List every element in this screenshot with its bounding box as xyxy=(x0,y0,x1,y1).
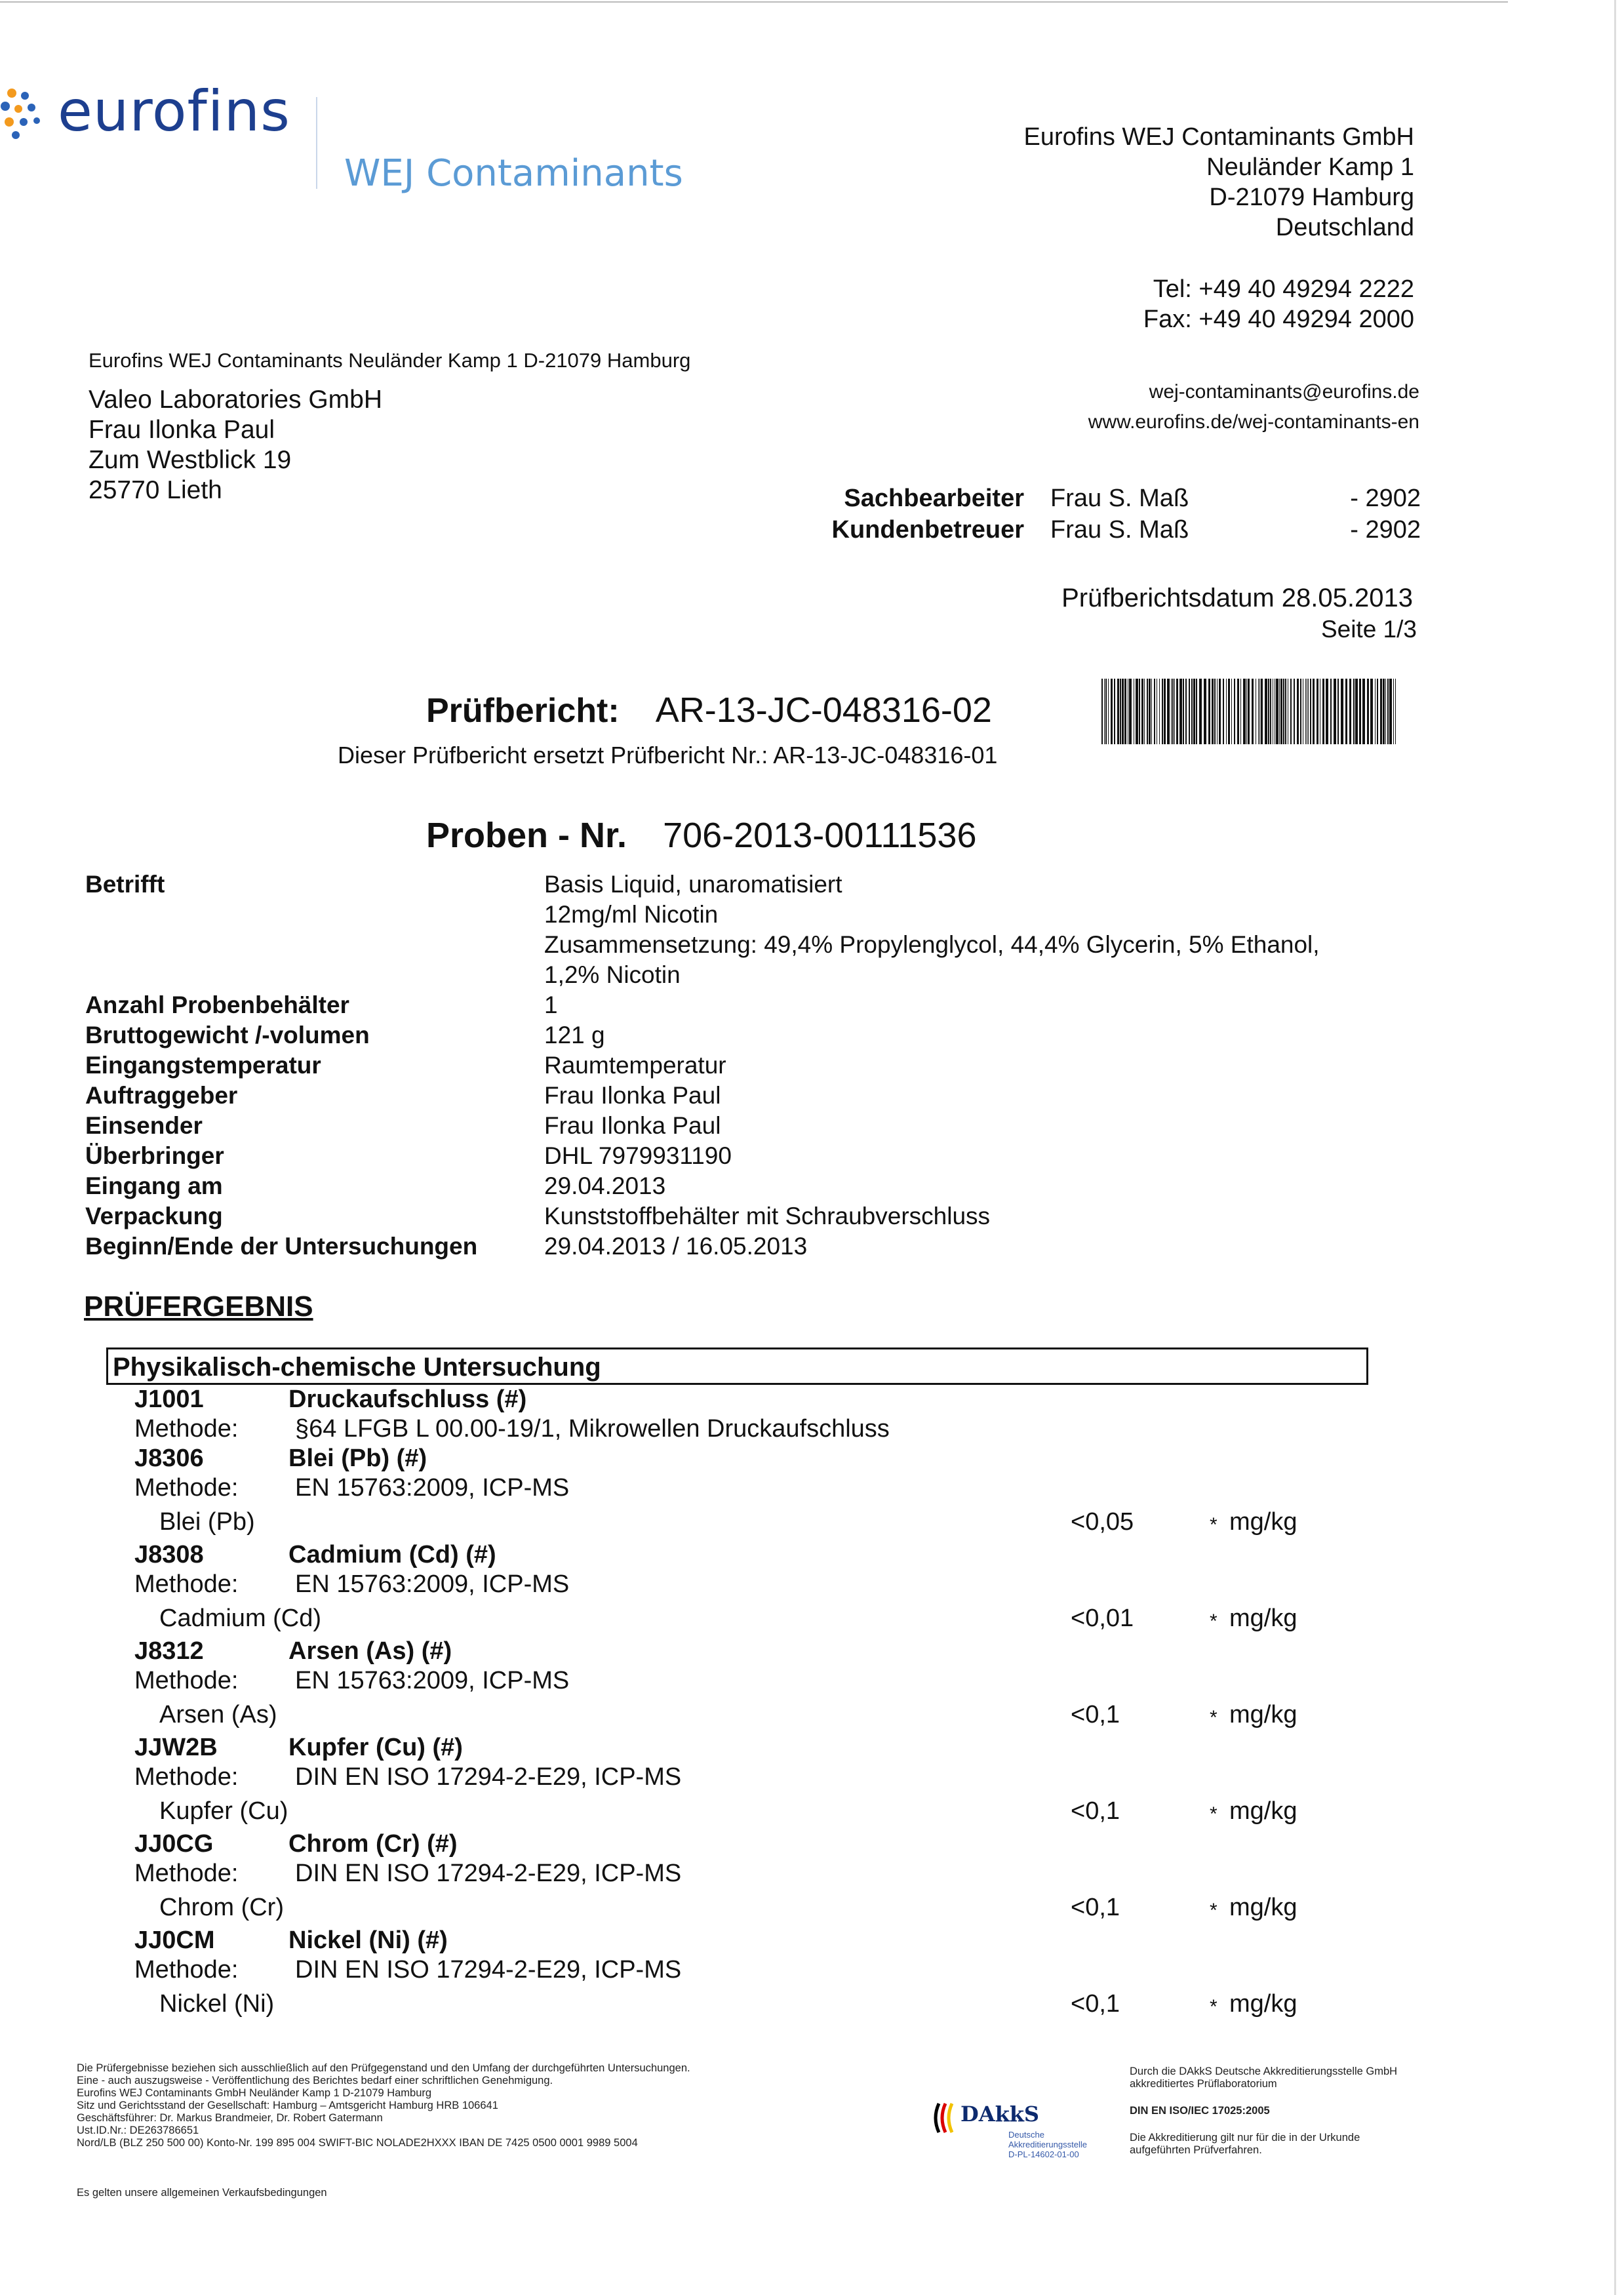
barcode-bar xyxy=(1387,679,1389,744)
test-name: Cadmium (Cd) (#) xyxy=(288,1541,496,1568)
report-replaces-note: Dieser Prüfbericht ersetzt Prüfbericht Nr.: AR-13-JC-048316-01 xyxy=(338,742,998,768)
barcode-bar xyxy=(1283,679,1284,744)
scan-edge-line-right xyxy=(1614,0,1616,2295)
recipient-address xyxy=(89,385,382,506)
logo-divider xyxy=(316,97,317,189)
method-label: Methode: xyxy=(134,1763,239,1791)
barcode-bar xyxy=(1111,679,1113,744)
test-method: EN 15763:2009, ICP-MS xyxy=(295,1474,570,1502)
barcode-bar xyxy=(1154,679,1155,744)
test-method-row xyxy=(134,1473,1380,1503)
test-method-row xyxy=(134,1666,1380,1696)
barcode-bar xyxy=(1237,679,1239,744)
test-result-row xyxy=(134,1696,1380,1733)
test-result-row xyxy=(134,1503,1380,1540)
footer-line: Nord/LB (BLZ 250 500 00) Konto-Nr. 199 895 004 SWIFT-BIC NOLADE2HXXX IBAN DE 7425 0500 0001 9989 5004 xyxy=(77,2137,638,2149)
company-online xyxy=(1088,377,1419,437)
test-name: Blei (Pb) (#) xyxy=(288,1445,427,1472)
barcode-bar xyxy=(1290,679,1292,744)
barcode-bar xyxy=(1183,679,1184,744)
result-footnote-star: * xyxy=(1210,1707,1218,1728)
footer-line: Eurofins WEJ Contaminants GmbH Neuländer Kamp 1 D-21079 Hamburg xyxy=(77,2087,432,2099)
barcode-bar xyxy=(1268,679,1269,744)
barcode-bar xyxy=(1167,679,1170,744)
barcode-bar xyxy=(1341,679,1343,744)
results-section-title: PRÜFERGEBNIS xyxy=(84,1290,313,1323)
test-name: Kupfer (Cu) (#) xyxy=(288,1734,463,1761)
email-link[interactable]: wej-contaminants@eurofins.de xyxy=(1149,381,1419,403)
footer-line: Eine - auch auszugsweise - Veröffentlichung des Berichtes bedarf einer schriftlichen Genehmigung. xyxy=(77,2075,553,2086)
barcode-bar xyxy=(1362,679,1365,744)
logo-subtitle: WEJ Contaminants xyxy=(344,152,683,195)
method-label: Methode: xyxy=(134,1860,239,1887)
test-result-row xyxy=(134,1985,1380,2022)
test-name: Chrom (Cr) (#) xyxy=(288,1830,458,1858)
info-row xyxy=(85,1231,1528,1262)
test-code: JJW2B xyxy=(134,1734,218,1761)
barcode-bar xyxy=(1313,679,1315,744)
result-value: <0,1 xyxy=(1071,1701,1120,1728)
report-date: Prüfberichtsdatum 28.05.2013 xyxy=(1061,584,1413,612)
betrifft-line: 12mg/ml Nicotin xyxy=(544,901,719,928)
barcode-bar xyxy=(1367,679,1369,744)
eurofins-logo-text: eurofins xyxy=(58,79,290,144)
info-label: Eingang am xyxy=(85,1172,223,1199)
dakks-sub-line: Deutsche xyxy=(1008,2130,1044,2140)
results-box-title: Physikalisch-chemische Untersuchung xyxy=(113,1353,601,1382)
barcode-bar xyxy=(1147,679,1148,744)
betrifft-line: Zusammensetzung: 49,4% Propylenglycol, 44,4% Glycerin, 5% Ethanol, xyxy=(544,931,1320,958)
result-footnote-star: * xyxy=(1210,1514,1218,1536)
barcode-bar xyxy=(1380,679,1382,744)
barcode-bar xyxy=(1136,679,1138,744)
barcode-image xyxy=(1101,679,1398,744)
accreditation-standard: DIN EN ISO/IEC 17025:2005 xyxy=(1130,2105,1270,2117)
report-date-block xyxy=(1061,581,1417,644)
recipient-city: 25770 Lieth xyxy=(89,476,222,504)
barcode-bar xyxy=(1191,679,1193,744)
barcode-bar xyxy=(1176,679,1178,744)
sachbearbeiter-ext: - 2902 xyxy=(1350,484,1421,512)
barcode-bar xyxy=(1139,679,1140,744)
test-result-row xyxy=(134,1599,1380,1637)
footer-line: Sitz und Gerichtsstand der Gesellschaft: Hamburg – Amtsgericht Hamburg HRB 106641 xyxy=(77,2100,498,2111)
sample-info xyxy=(85,869,1528,1262)
betrifft-label: Betrifft xyxy=(85,871,165,898)
result-footnote-star: * xyxy=(1210,1610,1218,1632)
barcode-bar xyxy=(1196,679,1197,744)
info-value: 1 xyxy=(544,991,558,1018)
analyte: Chrom (Cr) xyxy=(159,1894,284,1921)
kundenbetreuer-label: Kundenbetreuer xyxy=(831,515,1024,544)
barcode-bar xyxy=(1129,679,1132,744)
barcode-bar xyxy=(1370,679,1373,744)
barcode-bar xyxy=(1310,679,1311,744)
barcode-bar xyxy=(1114,679,1115,744)
web-link[interactable]: www.eurofins.de/wej-contaminants-en xyxy=(1088,411,1419,433)
accreditation-scope-line: aufgeführten Prüfverfahren. xyxy=(1130,2144,1262,2156)
accreditation-intro-line: akkreditiertes Prüflaboratorium xyxy=(1130,2078,1277,2090)
barcode-bar xyxy=(1359,679,1361,744)
info-row xyxy=(85,1201,1528,1231)
test-method: §64 LFGB L 00.00-19/1, Mikrowellen Druckaufschluss xyxy=(295,1415,890,1443)
test-header xyxy=(134,1637,1380,1666)
barcode-bar xyxy=(1122,679,1124,744)
test-method: DIN EN ISO 17294-2-E29, ICP-MS xyxy=(295,1763,682,1791)
test-code: J8312 xyxy=(134,1637,204,1665)
info-label: Überbringer xyxy=(85,1142,224,1169)
barcode-bar xyxy=(1258,679,1259,744)
barcode-bar xyxy=(1226,679,1227,744)
result-value: <0,05 xyxy=(1071,1508,1134,1536)
info-row xyxy=(85,1020,1528,1050)
barcode-bar xyxy=(1243,679,1246,744)
barcode-bar xyxy=(1151,679,1152,744)
report-title xyxy=(426,690,992,730)
barcode-bar xyxy=(1231,679,1232,744)
barcode-bar xyxy=(1105,679,1107,744)
barcode-bar xyxy=(1317,679,1318,744)
method-label: Methode: xyxy=(134,1570,239,1598)
barcode-bar xyxy=(1308,679,1309,744)
barcode-bar xyxy=(1141,679,1143,744)
betrifft-line: Basis Liquid, unaromatisiert xyxy=(544,871,842,898)
test-code: JJ0CM xyxy=(134,1926,215,1954)
info-row xyxy=(85,1111,1528,1141)
contact-persons xyxy=(785,483,1421,546)
barcode-bar xyxy=(1377,679,1378,744)
barcode-bar xyxy=(1117,679,1119,744)
tel: Tel: +49 40 49294 2222 xyxy=(1153,275,1414,303)
dakks-logo-subtext xyxy=(1008,2130,1120,2159)
result-value: <0,01 xyxy=(1071,1605,1134,1632)
barcode-bar xyxy=(1214,679,1216,744)
test-result-row xyxy=(134,1888,1380,1926)
result-footnote-star: * xyxy=(1210,1996,1218,2018)
barcode-bar xyxy=(1285,679,1286,744)
barcode-bar xyxy=(1164,679,1166,744)
barcode-bar xyxy=(1204,679,1206,744)
barcode-bar xyxy=(1259,679,1260,744)
barcode-bar xyxy=(1265,679,1267,744)
barcode-bar xyxy=(1120,679,1121,744)
test-method-row xyxy=(134,1859,1380,1888)
barcode-bar xyxy=(1305,679,1306,744)
page-number: Seite 1/3 xyxy=(1320,616,1417,643)
result-unit: mg/kg xyxy=(1229,1797,1297,1825)
sender-line: Eurofins WEJ Contaminants Neuländer Kamp 1 D-21079 Hamburg xyxy=(89,349,691,372)
barcode-bar xyxy=(1219,679,1221,744)
sample-number-label: Proben - Nr. xyxy=(426,816,627,855)
info-row xyxy=(85,1050,1528,1081)
info-value: 29.04.2013 / 16.05.2013 xyxy=(544,1233,808,1260)
test-header xyxy=(134,1444,1380,1473)
barcode-bar xyxy=(1246,679,1247,744)
recipient-street: Zum Westblick 19 xyxy=(89,446,292,474)
info-row-betrifft xyxy=(85,869,1528,990)
test-code: J8306 xyxy=(134,1445,204,1472)
barcode-bar xyxy=(1300,679,1301,744)
info-value: 29.04.2013 xyxy=(544,1172,666,1199)
test-method-row xyxy=(134,1763,1380,1792)
info-value: Kunststoffbehälter mit Schraubverschluss xyxy=(544,1203,991,1229)
result-unit: mg/kg xyxy=(1229,1508,1297,1536)
eurofins-logo-icon xyxy=(0,84,52,150)
report-number: AR-13-JC-048316-02 xyxy=(655,690,992,730)
barcode-bar xyxy=(1101,679,1103,744)
info-row xyxy=(85,1081,1528,1111)
test-method: EN 15763:2009, ICP-MS xyxy=(295,1570,570,1598)
barcode-bar xyxy=(1326,679,1328,744)
info-label: Eingangstemperatur xyxy=(85,1052,321,1079)
result-value: <0,1 xyxy=(1071,1894,1120,1921)
info-value: Raumtemperatur xyxy=(544,1052,726,1079)
barcode-bar xyxy=(1252,679,1254,744)
barcode-bar xyxy=(1345,679,1347,744)
footer-line: Geschäftsführer: Dr. Markus Brandmeier, Dr. Robert Gatermann xyxy=(77,2112,383,2124)
result-value: <0,1 xyxy=(1071,1797,1120,1825)
info-label: Beginn/Ende der Untersuchungen xyxy=(85,1233,478,1260)
analyte: Blei (Pb) xyxy=(159,1508,255,1536)
analyte: Arsen (As) xyxy=(159,1701,277,1728)
test-method: DIN EN ISO 17294-2-E29, ICP-MS xyxy=(295,1860,682,1887)
barcode-bar xyxy=(1385,679,1386,744)
barcode-bar xyxy=(1234,679,1235,744)
barcode-bar xyxy=(1279,679,1280,744)
analyte: Cadmium (Cd) xyxy=(159,1605,322,1632)
company-address xyxy=(1023,122,1414,243)
barcode-bar xyxy=(1108,679,1109,744)
test-result-row xyxy=(134,1792,1380,1829)
footer-legal xyxy=(77,2062,929,2149)
test-header xyxy=(134,1733,1380,1763)
barcode-bar xyxy=(1270,679,1271,744)
method-label: Methode: xyxy=(134,1956,239,1984)
result-footnote-star: * xyxy=(1210,1900,1218,1921)
result-unit: mg/kg xyxy=(1229,1701,1297,1728)
barcode-bar xyxy=(1217,679,1218,744)
barcode-bar xyxy=(1193,679,1195,744)
barcode-bar xyxy=(1383,679,1385,744)
barcode-bar xyxy=(1174,679,1175,744)
info-label: Anzahl Probenbehälter xyxy=(85,991,349,1018)
barcode-bar xyxy=(1212,679,1214,744)
report-label: Prüfbericht: xyxy=(426,692,620,730)
result-unit: mg/kg xyxy=(1229,1605,1297,1632)
kundenbetreuer-name: Frau S. Maß xyxy=(1050,515,1189,544)
info-value: Frau Ilonka Paul xyxy=(544,1082,721,1109)
barcode-bar xyxy=(1208,679,1210,744)
result-unit: mg/kg xyxy=(1229,1894,1297,1921)
company-country: Deutschland xyxy=(1275,214,1414,241)
method-label: Methode: xyxy=(134,1667,239,1694)
test-header xyxy=(134,1926,1380,1955)
barcode-bar xyxy=(1330,679,1332,744)
barcode-bar xyxy=(1248,679,1250,744)
info-row xyxy=(85,1141,1528,1171)
dakks-logo-text: DAkkS xyxy=(961,2102,1040,2126)
analyte: Kupfer (Cu) xyxy=(159,1797,288,1825)
barcode-bar xyxy=(1185,679,1187,744)
result-value: <0,1 xyxy=(1071,1990,1120,2018)
info-label: Bruttogewicht /-volumen xyxy=(85,1022,370,1048)
barcode-bar xyxy=(1144,679,1145,744)
barcode-bar xyxy=(1353,679,1355,744)
sachbearbeiter-label: Sachbearbeiter xyxy=(844,484,1024,512)
barcode-bar xyxy=(1223,679,1224,744)
footer-line: Die Prüfergebnisse beziehen sich ausschließlich auf den Prüfgegenstand und den Umfang der durchgeführten Untersuchungen. xyxy=(77,2062,690,2074)
barcode-bar xyxy=(1395,679,1396,744)
sample-number-title xyxy=(426,815,977,856)
barcode-bar xyxy=(1334,679,1336,744)
barcode-bar xyxy=(1261,679,1263,744)
test-code: J1001 xyxy=(134,1386,204,1413)
barcode-bar xyxy=(1179,679,1182,744)
barcode-bar xyxy=(1199,679,1202,744)
test-header xyxy=(134,1385,1380,1414)
test-name: Arsen (As) (#) xyxy=(288,1637,452,1665)
barcode-bar xyxy=(1149,679,1151,744)
company-street: Neuländer Kamp 1 xyxy=(1206,153,1414,181)
accreditation-scope-line: Die Akkreditierung gilt nur für die in der Urkunde xyxy=(1130,2132,1360,2144)
barcode-bar xyxy=(1280,679,1282,744)
betrifft-line: 1,2% Nicotin xyxy=(544,961,681,988)
test-header xyxy=(134,1829,1380,1859)
recipient-company: Valeo Laboratories GmbH xyxy=(89,386,383,414)
barcode-bar xyxy=(1389,679,1392,744)
info-label: Einsender xyxy=(85,1112,203,1139)
dakks-sub-line: Akkreditierungsstelle xyxy=(1008,2140,1087,2149)
test-method: DIN EN ISO 17294-2-E29, ICP-MS xyxy=(295,1956,682,1984)
info-row xyxy=(85,1171,1528,1201)
barcode-bar xyxy=(1294,679,1295,744)
sample-number: 706-2013-00111536 xyxy=(663,816,977,855)
barcode-bar xyxy=(1276,679,1278,744)
info-value: Frau Ilonka Paul xyxy=(544,1112,721,1139)
method-label: Methode: xyxy=(134,1415,239,1443)
barcode-bar xyxy=(1337,679,1339,744)
info-row xyxy=(85,990,1528,1020)
scan-edge-line xyxy=(0,1,1508,3)
test-method-row xyxy=(134,1570,1380,1599)
test-method-row xyxy=(134,1414,1380,1444)
result-unit: mg/kg xyxy=(1229,1990,1297,2018)
info-label: Verpackung xyxy=(85,1203,223,1229)
test-code: JJ0CG xyxy=(134,1830,214,1858)
sachbearbeiter-name: Frau S. Maß xyxy=(1050,484,1189,512)
barcode-bar xyxy=(1124,679,1126,744)
test-method-row xyxy=(134,1955,1380,1985)
accreditation-note xyxy=(1130,2066,1471,2157)
barcode-bar xyxy=(1159,679,1160,744)
company-name: Eurofins WEJ Contaminants GmbH xyxy=(1023,123,1414,151)
barcode-bar xyxy=(1104,679,1105,744)
barcode-bar xyxy=(1228,679,1230,744)
barcode-bar xyxy=(1189,679,1190,744)
test-header xyxy=(134,1540,1380,1570)
barcode-bar xyxy=(1162,679,1163,744)
result-footnote-star: * xyxy=(1210,1803,1218,1825)
contact-row-kundenbetreuer xyxy=(785,514,1421,546)
info-label: Auftraggeber xyxy=(85,1082,238,1109)
accreditation-intro-line: Durch die DAkkS Deutsche Akkreditierungsstelle GmbH xyxy=(1130,2066,1398,2077)
test-name: Nickel (Ni) (#) xyxy=(288,1926,448,1954)
dakks-sub-line: D-PL-14602-01-00 xyxy=(1008,2149,1079,2159)
barcode-bar xyxy=(1393,679,1394,744)
barcode-bar xyxy=(1322,679,1324,744)
recipient-person: Frau Ilonka Paul xyxy=(89,416,275,444)
analyte: Nickel (Ni) xyxy=(159,1990,275,2018)
info-value: DHL 7979931190 xyxy=(544,1142,732,1169)
contact-row-sachbearbeiter xyxy=(785,483,1421,514)
barcode-bar xyxy=(1297,679,1299,744)
barcode-bar xyxy=(1171,679,1172,744)
test-method: EN 15763:2009, ICP-MS xyxy=(295,1667,570,1694)
footer-terms: Es gelten unsere allgemeinen Verkaufsbedingungen xyxy=(77,2187,327,2199)
fax: Fax: +49 40 49294 2000 xyxy=(1143,306,1414,333)
company-city: D-21079 Hamburg xyxy=(1209,184,1414,211)
test-code: J8308 xyxy=(134,1541,204,1568)
barcode-bar xyxy=(1172,679,1174,744)
barcode-bar xyxy=(1240,679,1241,744)
method-label: Methode: xyxy=(134,1474,239,1502)
results-list xyxy=(134,1385,1380,2022)
barcode-bar xyxy=(1349,679,1351,744)
betrifft-value xyxy=(544,869,1528,990)
test-name: Druckaufschluss (#) xyxy=(288,1386,527,1413)
info-value: 121 g xyxy=(544,1022,605,1048)
footer-line: Ust.ID.Nr.: DE263786651 xyxy=(77,2125,199,2136)
barcode-bar xyxy=(1355,679,1358,744)
kundenbetreuer-ext: - 2902 xyxy=(1350,515,1421,544)
barcode-bar xyxy=(1375,679,1376,744)
company-phone xyxy=(1143,274,1414,334)
